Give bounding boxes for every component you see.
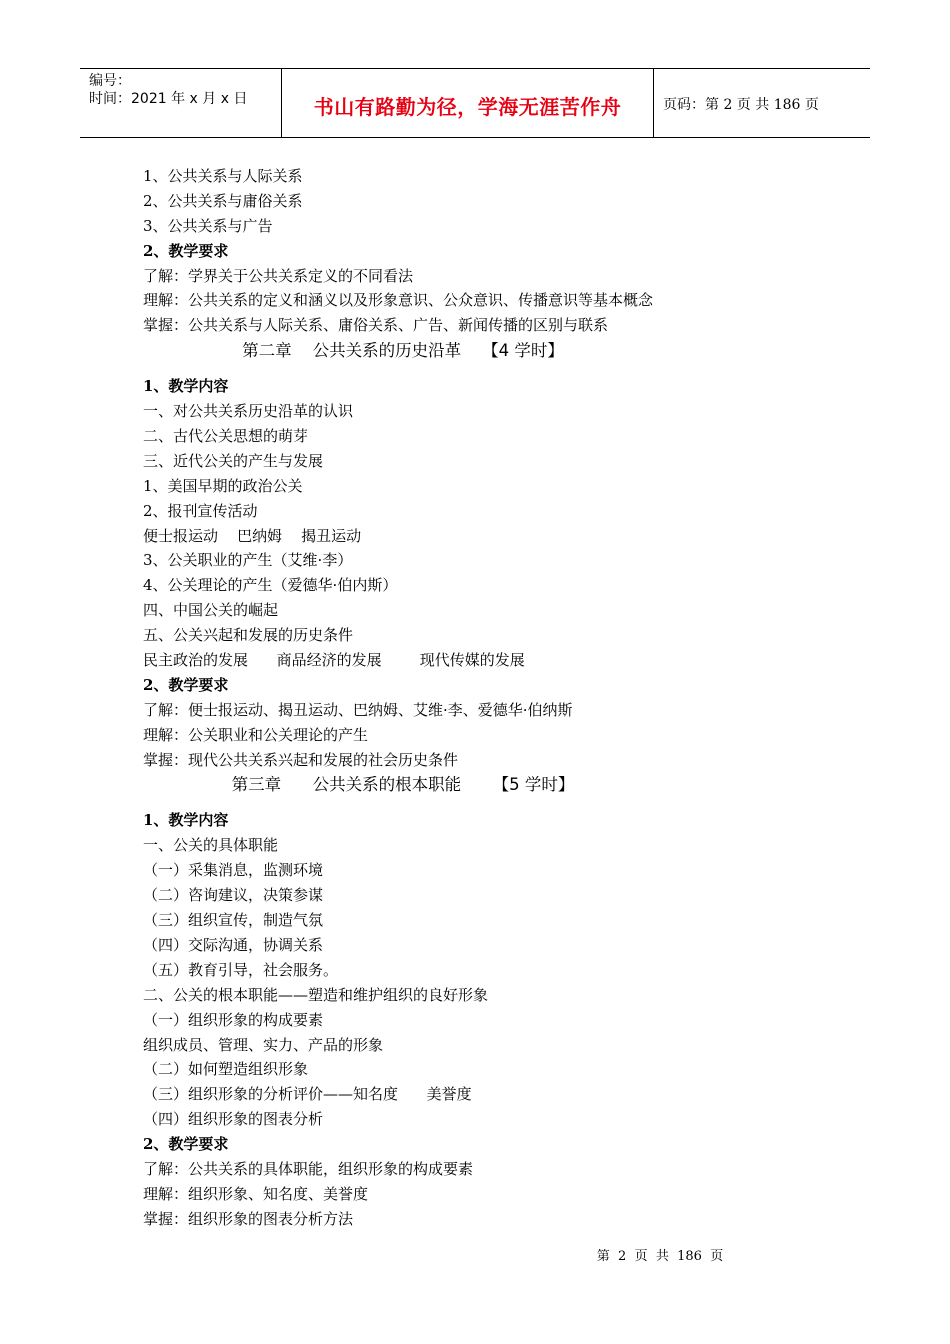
text-line: 便士报运动 巴纳姆 揭丑运动 (143, 526, 362, 545)
chapter-heading: 第三章 公共关系的根本职能 【5 学时】 (231, 775, 575, 795)
header-motto: 书山有路勤为径，学海无涯苦作舟 (282, 69, 654, 137)
text-line: （四）交际沟通，协调关系 (143, 935, 324, 954)
text-line: （三）组织形象的分析评价——知名度 美誉度 (143, 1085, 472, 1104)
text-line: 五、公关兴起和发展的历史条件 (143, 626, 354, 645)
text-line: （四）组织形象的图表分析 (143, 1110, 324, 1129)
text-line: 3、公关职业的产生（艾维·李） (143, 551, 353, 570)
section-heading: 2、教学要求 (143, 1135, 229, 1154)
chapter-heading: 第二章 公共关系的历史沿革 【4 学时】 (242, 341, 564, 361)
text-line: 4、公关理论的产生（爱德华·伯内斯） (143, 576, 398, 595)
text-line: 理解：组织形象、知名度、美誉度 (143, 1184, 369, 1203)
text-line: （二）咨询建议，决策参谋 (143, 886, 324, 905)
section-heading: 1、教学内容 (143, 377, 229, 396)
text-line: 1、美国早期的政治公关 (143, 476, 303, 495)
page-header (80, 68, 870, 138)
text-line: （三）组织宣传，制造气氛 (143, 911, 324, 930)
text-line: 掌握：组织形象的图表分析方法 (143, 1209, 354, 1228)
text-line: 了解：便士报运动、揭丑运动、巴纳姆、艾维·李、爱德华·伯纳斯 (143, 700, 573, 719)
text-line: 了解：学界关于公共关系定义的不同看法 (143, 266, 414, 285)
document-body (143, 164, 843, 1232)
text-line: 3、公共关系与广告 (143, 216, 273, 235)
text-line: 2、公共关系与庸俗关系 (143, 191, 303, 210)
text-line: 三、近代公关的产生与发展 (143, 451, 324, 470)
text-line: （一）组织形象的构成要素 (143, 1010, 324, 1029)
text-line: 二、古代公关思想的萌芽 (143, 427, 309, 446)
text-line: 一、对公共关系历史沿革的认识 (143, 402, 354, 421)
section-heading: 2、教学要求 (143, 241, 229, 260)
text-line: 掌握：现代公共关系兴起和发展的社会历史条件 (143, 750, 459, 769)
text-line: （二）如何塑造组织形象 (143, 1060, 309, 1079)
text-line: （五）教育引导，社会服务。 (143, 960, 339, 979)
text-line: 民主政治的发展 商品经济的发展 现代传媒的发展 (143, 651, 525, 670)
text-line: 理解：公关职业和公关理论的产生 (143, 725, 369, 744)
section-heading: 2、教学要求 (143, 675, 229, 694)
text-line: 2、报刊宣传活动 (143, 501, 258, 520)
text-line: 掌握：公共关系与人际关系、庸俗关系、广告、新闻传播的区别与联系 (143, 316, 609, 335)
text-line: 四、中国公关的崛起 (143, 601, 279, 620)
document-time-label: 时间：2021 年 x 月 x 日 (89, 91, 248, 107)
text-line: （一）采集消息，监测环境 (143, 861, 324, 880)
text-line: 组织成员、管理、实力、产品的形象 (143, 1035, 384, 1054)
document-number-label: 编号： (89, 73, 131, 89)
header-meta (80, 69, 282, 137)
page-footer (0, 1245, 950, 1264)
text-line: 理解：公共关系的定义和涵义以及形象意识、公众意识、传播意识等基本概念 (143, 291, 654, 310)
text-line: 二、公关的根本职能——塑造和维护组织的良好形象 (143, 985, 489, 1004)
footer-page-number: 第 2 页 共 186 页 (596, 1249, 724, 1264)
header-page-info: 页码：第 2 页 共 186 页 (663, 97, 819, 113)
text-line: 一、公关的具体职能 (143, 836, 279, 855)
section-heading: 1、教学内容 (143, 811, 229, 830)
text-line: 了解：公共关系的具体职能，组织形象的构成要素 (143, 1159, 474, 1178)
text-line: 1、公共关系与人际关系 (143, 167, 303, 185)
